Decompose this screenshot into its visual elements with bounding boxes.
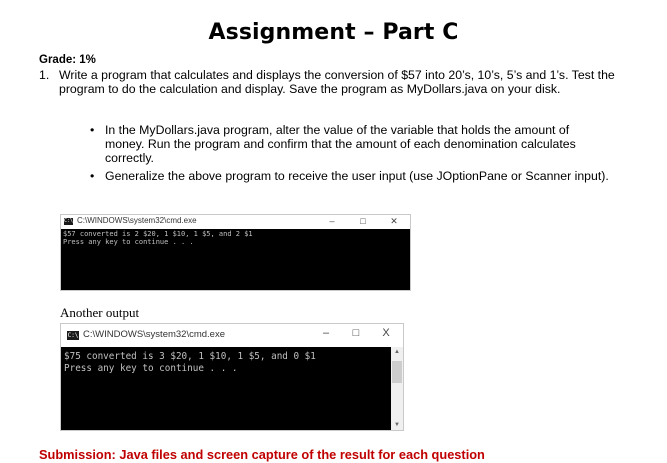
another-output-label: Another output (60, 305, 140, 320)
maximize-icon[interactable]: □ (352, 327, 360, 339)
cmd-icon: C:\ (67, 332, 79, 339)
minimize-icon[interactable]: – (322, 327, 330, 339)
submission-note: Submission: Java files and screen capture of the result for each question (39, 447, 485, 462)
minimize-icon[interactable]: – (329, 216, 335, 226)
question-number: 1. (39, 68, 50, 82)
bullet-item (90, 169, 610, 183)
page-title: Assignment – Part C (208, 20, 459, 45)
vertical-scrollbar[interactable] (391, 347, 403, 430)
console-output: $75 converted is 3 $20, 1 $10, 1 $5, and 0 $1 Press any key to continue . . . (61, 347, 391, 430)
window-title: C:\WINDOWS\system32\cmd.exe (77, 216, 197, 225)
grade-label: Grade: 1% (39, 54, 96, 66)
scroll-up-icon[interactable]: ▲ (394, 349, 400, 355)
console-window-2 (60, 323, 404, 431)
title-bar[interactable] (61, 324, 403, 346)
scroll-down-icon[interactable]: ▼ (394, 422, 400, 428)
close-icon[interactable]: ✕ (390, 216, 398, 226)
question-text: Write a program that calculates and displays the conversion of $57 into 20’s, 10’s, 5’s and 1’s. Test the program to do the calculation and display. Save the program as MyDollars.java on your disk. (59, 68, 615, 96)
close-icon[interactable]: X (382, 327, 390, 339)
cmd-icon: C:\ (64, 218, 73, 224)
bullet-icon: • (90, 169, 95, 183)
bullet-list (90, 123, 610, 183)
bullet-item (90, 123, 610, 165)
scroll-thumb[interactable] (392, 361, 402, 383)
console-window-1 (60, 214, 411, 291)
console-output: $57 converted is 2 $20, 1 $10, 1 $5, and 2 $1 Press any key to continue . . . (61, 229, 410, 290)
bullet-text: Generalize the above program to receive the user input (use JOptionPane or Scanner input). (105, 169, 609, 183)
window-title: C:\WINDOWS\system32\cmd.exe (83, 329, 225, 340)
bullet-icon: • (90, 123, 95, 137)
bullet-text: In the MyDollars.java program, alter the value of the variable that holds the amount of money. Run the program and confirm that the amount of each denomination calculates correctly. (105, 123, 576, 165)
question-1 (39, 68, 639, 96)
title-bar[interactable] (61, 215, 410, 228)
maximize-icon[interactable]: □ (360, 216, 366, 226)
